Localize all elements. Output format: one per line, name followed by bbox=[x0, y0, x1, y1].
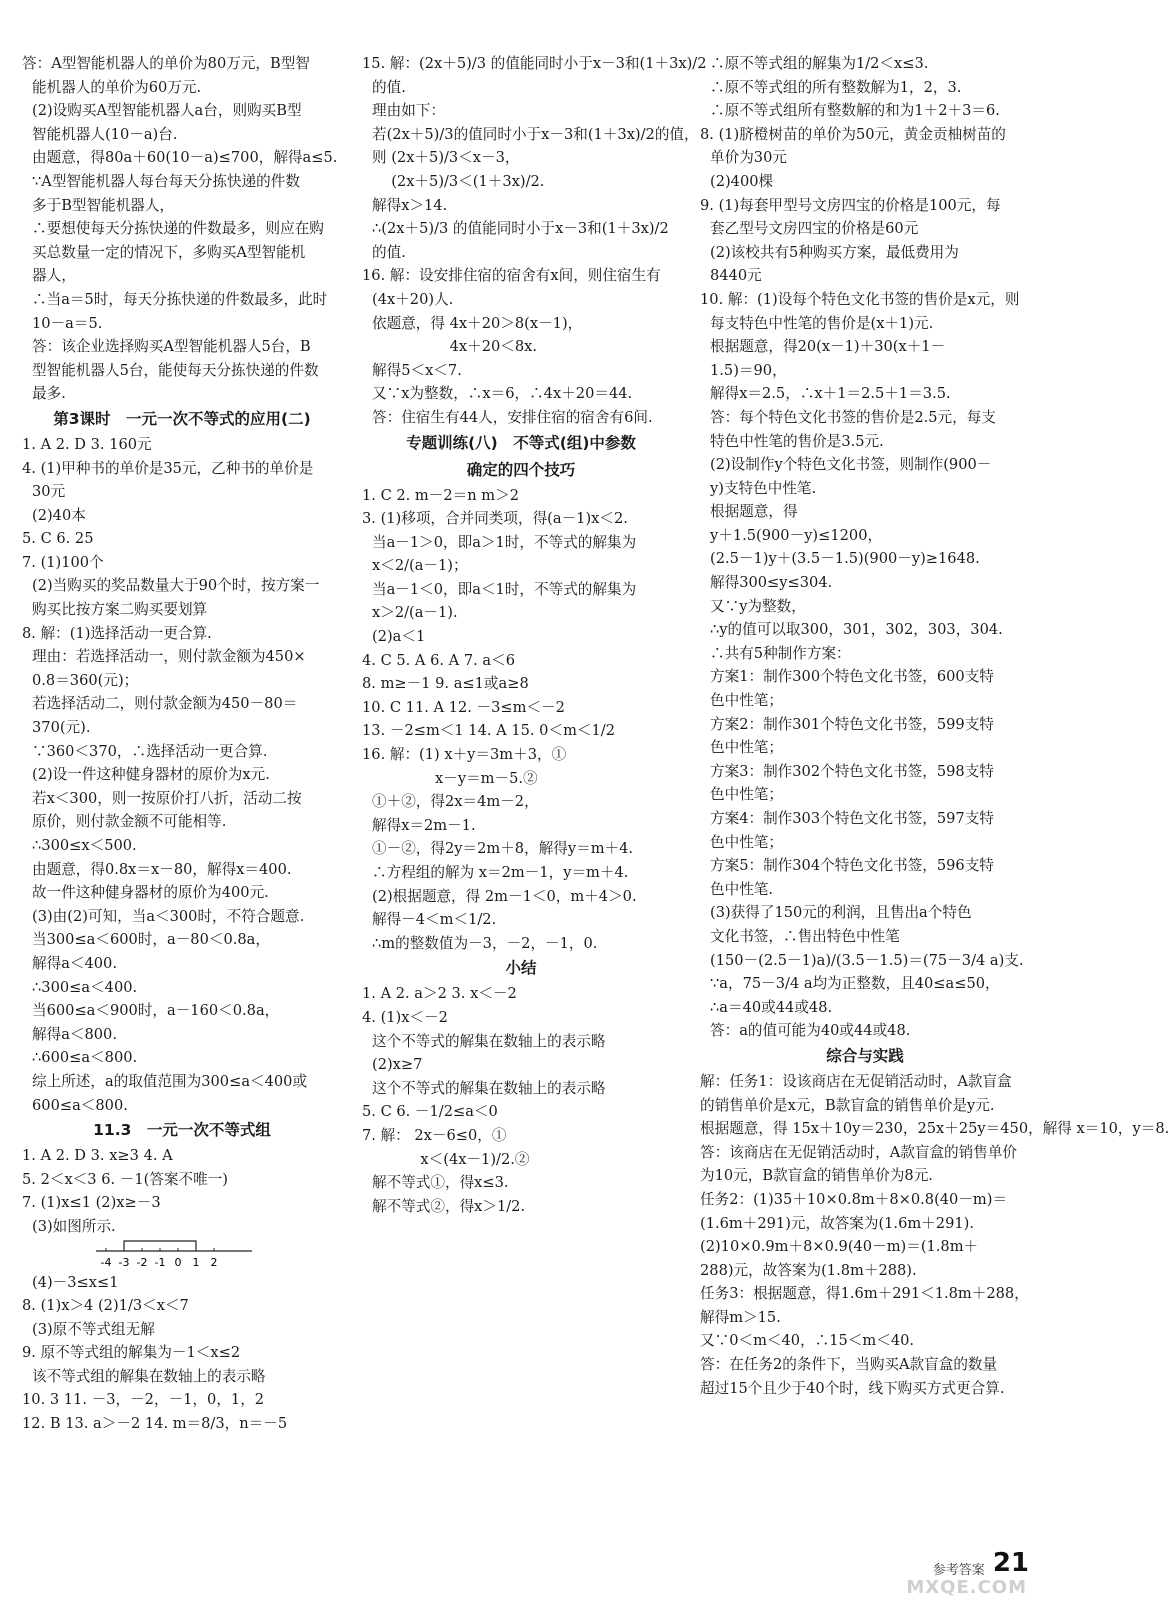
answer-line: 文化书签，∴售出特色中性笔 bbox=[710, 927, 900, 945]
answer-line: 8. 解：(1)选择活动一更合算. bbox=[22, 624, 212, 642]
section-heading: 专题训练(八) 不等式(组)中参数 bbox=[406, 433, 636, 452]
answer-line: 若(2x＋5)/3的值同时小于x－3和(1＋3x)/2的值， bbox=[372, 125, 699, 143]
answer-line: 4. C 5. A 6. A 7. a＜6 bbox=[362, 651, 515, 669]
answer-line: 的值. bbox=[372, 78, 406, 96]
answer-line: 单价为30元 bbox=[710, 149, 787, 167]
answer-line: (2)当购买的奖品数量大于90个时，按方案一 bbox=[32, 577, 320, 595]
answer-line: 型智能机器人5台，能使每天分拣快递的件数 bbox=[32, 361, 319, 379]
answer-line: (4)－3≤x≤1 bbox=[32, 1273, 119, 1291]
answer-line: 多于B型智能机器人， bbox=[32, 196, 175, 214]
answer-line: 解得－4＜m＜1/2. bbox=[372, 911, 497, 929]
answer-line: ∴a＝40或44或48. bbox=[710, 998, 833, 1016]
answer-line: 方案3：制作302个特色文化书签，598支特 bbox=[710, 762, 994, 780]
answer-line: 任务3：根据题意，得1.6m＋291＜1.8m＋288， bbox=[700, 1285, 1029, 1303]
answer-line: 根据题意，得 15x＋10y＝230，25x＋25y＝450，解得 x＝10，y＝8. bbox=[700, 1120, 1169, 1138]
answer-line: (2)a＜1 bbox=[372, 628, 426, 646]
page-number: 21 bbox=[992, 1548, 1029, 1578]
answer-line: 8. m≥－1 9. a≤1或a≥8 bbox=[362, 675, 529, 693]
answer-line: 该不等式组的解集在数轴上的表示略 bbox=[32, 1367, 266, 1385]
answer-line: ∴原不等式组所有整数解的和为1＋2＋3＝6. bbox=[710, 102, 1000, 120]
watermark: MXQE.COM bbox=[906, 1577, 1027, 1598]
answer-line: 特色中性笔的售价是3.5元. bbox=[710, 432, 884, 450]
answer-line: (2)设制作y个特色文化书签，则制作(900－ bbox=[710, 456, 992, 474]
left-column bbox=[22, 52, 342, 1436]
answer-line: 解得x＞14. bbox=[372, 196, 448, 214]
answer-line: 解得a＜400. bbox=[32, 954, 117, 972]
answer-line: ∵a，75－3/4 a均为正整数，且40≤a≤50， bbox=[710, 975, 1000, 993]
answer-line: 色中性笔； bbox=[710, 739, 783, 757]
answer-line: 10. C 11. A 12. －3≤m＜－2 bbox=[362, 698, 565, 716]
number-line-figure bbox=[92, 1239, 342, 1271]
answer-line: 解不等式②，得x＞1/2. bbox=[372, 1197, 526, 1215]
section-heading: 第3课时 一元一次不等式的应用(二) bbox=[53, 409, 311, 428]
answer-line: x＞2/(a－1). bbox=[372, 604, 458, 622]
answer-line: ∴原不等式组的所有整数解为1，2，3. bbox=[710, 78, 962, 96]
answer-line: ①－②，得2y＝2m＋8，解得y＝m＋4. bbox=[372, 840, 634, 858]
answer-line: 答：在任务2的条件下，当购买A款盲盒的数量 bbox=[700, 1356, 998, 1374]
answer-line: 1. A 2. a＞2 3. x＜－2 bbox=[362, 985, 517, 1003]
answer-line: (3)原不等式组无解 bbox=[32, 1320, 155, 1338]
answer-line: 故一件这种健身器材的原价为400元. bbox=[32, 884, 269, 902]
answer-line: ∴方程组的解为 x＝2m－1，y＝m＋4. bbox=[372, 864, 629, 881]
answer-line: 10－a＝5. bbox=[32, 314, 103, 332]
section-heading: 11.3 一元一次不等式组 bbox=[93, 1121, 271, 1140]
answer-line: 器人， bbox=[32, 267, 76, 285]
answer-line: 解：任务1：设该商店在无促销活动时，A款盲盒 bbox=[700, 1072, 1012, 1090]
answer-line: 当a－1＜0，即a＜1时，不等式的解集为 bbox=[372, 580, 637, 598]
number-line-tick-label: -3 bbox=[118, 1255, 130, 1269]
answer-line: 16. 解：设安排住宿的宿舍有x间，则住宿生有 bbox=[362, 267, 661, 285]
answer-line: 7. (1)x≤1 (2)x≥－3 bbox=[22, 1194, 161, 1212]
answer-line: 16. 解：(1) x＋y＝3m＋3，① bbox=[362, 746, 567, 764]
answer-line: 若选择活动二，则付款金额为450－80＝ bbox=[32, 695, 298, 713]
answer-line: ∴要想使每天分拣快递的件数最多，则应在购 bbox=[32, 220, 324, 238]
answer-line: 又∵y为整数， bbox=[710, 597, 806, 615]
answer-line: 色中性笔； bbox=[710, 692, 783, 710]
answer-line: 这个不等式的解集在数轴上的表示略 bbox=[372, 1079, 606, 1097]
answer-line: (2)x≥7 bbox=[372, 1056, 423, 1074]
answer-line: 解不等式①，得x≤3. bbox=[372, 1174, 509, 1192]
answer-line: 4. (1)甲种书的单价是35元，乙种书的单价是 bbox=[22, 459, 314, 477]
right-column bbox=[700, 52, 1169, 1400]
answer-line: ∴300≤x＜500. bbox=[32, 837, 137, 854]
answer-line: 7. (1)100个 bbox=[22, 553, 104, 571]
answer-line: ∴当a＝5时，每天分拣快递的件数最多，此时 bbox=[32, 290, 328, 308]
answer-line: 8. (1)脐橙树苗的单价为50元，黄金贡柚树苗的 bbox=[700, 125, 1006, 143]
answer-line: (150－(2.5－1)a)/(3.5－1.5)＝(75－3/4 a)支. bbox=[710, 951, 1024, 969]
answer-line: 色中性笔. bbox=[710, 880, 774, 898]
answer-line: 4. (1)x＜－2 bbox=[362, 1008, 448, 1026]
answer-line: ∴m的整数值为－3，－2，－1，0. bbox=[372, 934, 598, 952]
number-line-tick-label: 0 bbox=[174, 1255, 182, 1269]
answer-line: (2)设一件这种健身器材的原价为x元. bbox=[32, 766, 270, 784]
page-footer bbox=[933, 1548, 1029, 1578]
answer-line: 1. A 2. D 3. 160元 bbox=[22, 435, 152, 453]
answer-line: 答：A型智能机器人的单价为80万元，B型智 bbox=[22, 55, 310, 72]
answer-line: 方案4：制作303个特色文化书签，597支特 bbox=[710, 810, 994, 827]
answer-line: 方案2：制作301个特色文化书签，599支特 bbox=[710, 715, 994, 733]
answer-line: (4x＋20)人. bbox=[372, 290, 454, 308]
answer-line: 套乙型号文房四宝的价格是60元 bbox=[710, 220, 919, 238]
answer-line: (1.6m＋291)元，故答案为(1.6m＋291). bbox=[700, 1214, 974, 1232]
answer-line: 理由：若选择活动一，则付款金额为450× bbox=[32, 648, 306, 666]
answer-line: ∴原不等式组的解集为1/2＜x≤3. bbox=[710, 55, 929, 72]
answer-line: 由题意，得0.8x＝x－80，解得x＝400. bbox=[32, 860, 292, 878]
answer-line: 每支特色中性笔的售价是(x＋1)元. bbox=[710, 314, 934, 332]
number-line-tick-label: -4 bbox=[100, 1255, 112, 1269]
answer-line: (2)10×0.9m＋8×0.9(40－m)＝(1.8m＋ bbox=[700, 1238, 979, 1256]
number-line-tick-label: 1 bbox=[192, 1255, 200, 1269]
answer-line: 370(元). bbox=[32, 719, 91, 737]
number-line-svg bbox=[92, 1239, 262, 1271]
answer-line: 13. －2≤m＜1 14. A 15. 0＜m＜1/2 bbox=[362, 722, 615, 740]
answer-line: 这个不等式的解集在数轴上的表示略 bbox=[372, 1032, 606, 1050]
answer-line: 根据题意，得20(x－1)＋30(x＋1－ bbox=[710, 338, 946, 356]
answer-line: x－y＝m－5.② bbox=[372, 769, 538, 787]
middle-column bbox=[362, 52, 707, 1218]
answer-line: ∵A型智能机器人每台每天分拣快递的件数 bbox=[32, 172, 300, 190]
answer-line: 买总数量一定的情况下，多购买A型智能机 bbox=[32, 243, 306, 261]
answer-line: 方案5：制作304个特色文化书签，596支特 bbox=[710, 857, 994, 875]
answer-line: 5. 2＜x＜3 6. －1(答案不唯一) bbox=[22, 1170, 228, 1188]
answer-line: 5. C 6. 25 bbox=[22, 530, 94, 548]
answer-line: 0.8＝360(元)； bbox=[32, 671, 139, 689]
section-heading: 综合与实践 bbox=[826, 1046, 904, 1065]
footer-reference-label: 参考答案 bbox=[932, 1563, 985, 1578]
answer-line: 答：该商店在无促销活动时，A款盲盒的销售单价 bbox=[700, 1143, 1018, 1161]
answer-line: 解得x＝2m－1. bbox=[372, 816, 476, 834]
answer-line: 答：住宿生有44人，安排住宿的宿舍有6间. bbox=[372, 408, 653, 426]
answer-line: (2)40本 bbox=[32, 506, 86, 524]
answer-line: 色中性笔； bbox=[710, 833, 783, 851]
answer-line: 10. 解：(1)设每个特色文化书签的售价是x元，则 bbox=[700, 290, 1020, 308]
answer-line: 解得x＝2.5，∴x＋1＝2.5＋1＝3.5. bbox=[710, 385, 951, 403]
answer-line: ∴300≤a＜400. bbox=[32, 978, 138, 996]
answer-line: 7. 解： 2x－6≤0，① bbox=[362, 1126, 507, 1144]
answer-line: 又∵x为整数，∴x＝6，∴4x＋20＝44. bbox=[372, 385, 633, 403]
answer-line: 1. C 2. m－2＝n m＞2 bbox=[362, 486, 519, 504]
section-heading: 小结 bbox=[505, 959, 537, 978]
answer-line: 15. 解：(2x＋5)/3 的值能同时小于x－3和(1＋3x)/2 bbox=[362, 55, 707, 72]
answer-line: (2)根据题意，得 2m－1＜0，m＋4＞0. bbox=[372, 887, 637, 905]
answer-line: 若x＜300，则一按原价打八折，活动二按 bbox=[32, 789, 302, 807]
answer-line: (2)该校共有5种购买方案，最低费用为 bbox=[710, 243, 959, 261]
answer-line: 9. (1)每套甲型号文房四宝的价格是100元，每 bbox=[700, 196, 1001, 214]
answer-line: 则 (2x＋5)/3＜x－3， bbox=[372, 149, 520, 167]
answer-line: 方案1：制作300个特色文化书签，600支特 bbox=[710, 668, 994, 686]
answer-line: 答：每个特色文化书签的售价是2.5元，每支 bbox=[710, 408, 996, 426]
answer-line: (3)如图所示. bbox=[32, 1217, 116, 1235]
answer-line: (2)设购买A型智能机器人a台，则购买B型 bbox=[32, 102, 302, 120]
answer-line: 答：a的值可能为40或44或48. bbox=[710, 1022, 911, 1040]
answer-line: 12. B 13. a＞－2 14. m＝8/3，n＝－5 bbox=[22, 1415, 288, 1433]
answer-line: x＜(4x－1)/2.② bbox=[372, 1150, 530, 1168]
answer-line: 任务2：(1)35＋10×0.8m＋8×0.8(40－m)＝ bbox=[700, 1190, 1008, 1208]
answer-line: 288)元，故答案为(1.8m＋288). bbox=[700, 1261, 917, 1279]
answer-line: 9. 原不等式组的解集为－1＜x≤2 bbox=[22, 1344, 241, 1362]
answer-line: 的值. bbox=[372, 243, 406, 261]
answer-line: 30元 bbox=[32, 483, 66, 501]
section-heading: 确定的四个技巧 bbox=[466, 460, 576, 479]
answer-line: 色中性笔； bbox=[710, 786, 783, 804]
answer-line: 1. A 2. D 3. x≥3 4. A bbox=[22, 1147, 173, 1165]
answer-line: (2)400棵 bbox=[710, 172, 774, 190]
answer-line: 解得a＜800. bbox=[32, 1025, 117, 1043]
answer-line: 最多. bbox=[32, 385, 66, 403]
answer-line: 购买比按方案二购买要划算 bbox=[32, 601, 208, 619]
answer-line: 理由如下： bbox=[372, 102, 445, 120]
answer-line: 由题意，得80a＋60(10－a)≤700，解得a≤5. bbox=[32, 149, 338, 167]
answer-line: 答：该企业选择购买A型智能机器人5台，B bbox=[32, 338, 311, 356]
answer-line: 4x＋20＜8x. bbox=[372, 338, 538, 356]
answer-line: 的销售单价是x元，B款盲盒的销售单价是y元. bbox=[700, 1096, 995, 1114]
answer-line: 当a－1＞0，即a＞1时，不等式的解集为 bbox=[372, 533, 637, 551]
answer-line: 原价，则付款金额不可能相等. bbox=[32, 813, 227, 831]
answer-line: ∴y的值可以取300，301，302，303，304. bbox=[710, 621, 1003, 639]
answer-line: 解得m＞15. bbox=[700, 1308, 781, 1326]
answer-line: x＜2/(a－1)； bbox=[372, 557, 468, 575]
answer-line: 1.5)＝90， bbox=[710, 361, 787, 379]
number-line-tick-label: -2 bbox=[136, 1255, 148, 1269]
answer-line: 当600≤a＜900时，a－160＜0.8a， bbox=[32, 1002, 280, 1020]
answer-line: ∵360＜370，∴选择活动一更合算. bbox=[32, 742, 268, 760]
answer-line: 8. (1)x＞4 (2)1/3＜x＜7 bbox=[22, 1297, 189, 1315]
answer-line: (2.5－1)y＋(3.5－1.5)(900－y)≥1648. bbox=[710, 550, 980, 568]
answer-line: ①＋②，得2x＝4m－2， bbox=[372, 793, 539, 811]
answer-line: 8440元 bbox=[710, 267, 762, 285]
answer-line: 当300≤a＜600时，a－80＜0.8a， bbox=[32, 931, 270, 949]
number-line-tick-label: 2 bbox=[210, 1255, 218, 1269]
answer-line: 600≤a＜800. bbox=[32, 1096, 128, 1114]
answer-line: 依题意，得 4x＋20＞8(x－1)， bbox=[372, 314, 583, 332]
answer-line: ∴(2x＋5)/3 的值能同时小于x－3和(1＋3x)/2 bbox=[372, 220, 669, 238]
answer-line: 为10元，B款盲盒的销售单价为8元. bbox=[700, 1167, 933, 1185]
answer-line: 超过15个且少于40个时，线下购买方式更合算. bbox=[700, 1379, 1005, 1397]
answer-line: (3)获得了150元的利润，且售出a个特色 bbox=[710, 904, 972, 922]
answer-line: 10. 3 11. －3，－2，－1，0，1，2 bbox=[22, 1391, 265, 1409]
answer-line: 解得300≤y≤304. bbox=[710, 574, 833, 592]
answer-line: y＋1.5(900－y)≤1200， bbox=[710, 526, 883, 544]
answer-line: 又∵0＜m＜40，∴15＜m＜40. bbox=[700, 1332, 915, 1350]
answer-line: 综上所述，a的取值范围为300≤a＜400或 bbox=[32, 1072, 308, 1090]
answer-line: y)支特色中性笔. bbox=[710, 479, 817, 497]
answer-line: ∴共有5种制作方案： bbox=[710, 644, 851, 662]
number-line-tick-label: -1 bbox=[154, 1255, 166, 1269]
answer-line: (3)由(2)可知，当a＜300时，不符合题意. bbox=[32, 907, 305, 925]
answer-line: (2x＋5)/3＜(1＋3x)/2. bbox=[372, 172, 545, 190]
answer-line: 解得5＜x＜7. bbox=[372, 361, 462, 379]
answer-line: ∴600≤a＜800. bbox=[32, 1049, 138, 1067]
answer-line: 根据题意，得 bbox=[710, 503, 798, 521]
answer-line: 能机器人的单价为60万元. bbox=[32, 78, 202, 96]
answer-line: 3. (1)移项，合并同类项，得(a－1)x＜2. bbox=[362, 510, 628, 528]
answer-line: 智能机器人(10－a)台. bbox=[32, 125, 178, 143]
answer-line: 5. C 6. －1/2≤a＜0 bbox=[362, 1103, 498, 1121]
